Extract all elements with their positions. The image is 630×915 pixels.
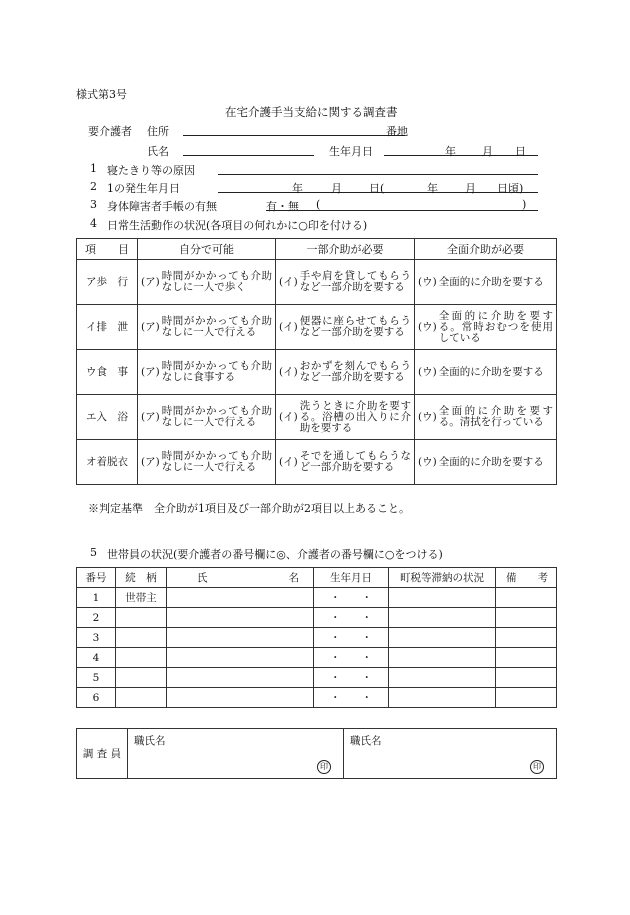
- adl-item-label: イ排 泄: [77, 305, 138, 350]
- adl-option-u[interactable]: [415, 260, 557, 305]
- adl-option-mark: (ア): [141, 320, 160, 333]
- care-receiver-label: 要介護者: [88, 125, 132, 138]
- adl-header-full: 全面介助が必要: [415, 239, 557, 260]
- adl-option-text: 時間がかかっても介助なしに一人で行える: [161, 450, 272, 473]
- investigator-table: [76, 728, 557, 779]
- q1-label: 寝たきり等の原因: [107, 164, 195, 177]
- hh-no: 5: [77, 668, 116, 688]
- hh-header-remarks: [496, 568, 557, 588]
- seal-icon: 印: [530, 760, 544, 774]
- hh-header-remarks-b: 考: [537, 572, 548, 584]
- q3-field[interactable]: [266, 210, 538, 211]
- investigator-field-2-label: 職氏名: [350, 735, 382, 747]
- adl-header-item: 項 目: [77, 239, 138, 260]
- adl-option-i[interactable]: [276, 395, 415, 440]
- address-label: 住所: [147, 125, 169, 138]
- hh-header-name: [167, 568, 314, 588]
- hh-name[interactable]: [167, 608, 314, 628]
- adl-option-text: 時間がかかっても介助なしに一人で歩く: [161, 270, 272, 293]
- hh-no: 3: [77, 628, 116, 648]
- dob-year: 年: [445, 145, 456, 158]
- investigator-field-1[interactable]: [128, 729, 344, 779]
- adl-option-text: 全面的に介助を要する: [438, 275, 544, 288]
- q3-close-paren: ): [522, 198, 527, 211]
- adl-option-mark: (ア): [141, 455, 160, 468]
- q2-day-open: 日(: [369, 182, 385, 195]
- investigator-field-2[interactable]: [344, 729, 557, 779]
- q4-num: 4: [90, 217, 97, 230]
- adl-option-mark: (イ): [279, 275, 298, 288]
- hh-dob[interactable]: ・ ・: [314, 688, 389, 708]
- adl-option-text: 全面的に介助を要する: [438, 455, 544, 468]
- adl-header-self: 自分で可能: [138, 239, 276, 260]
- adl-option-mark: (ウ): [418, 455, 437, 468]
- hh-tax[interactable]: [389, 608, 496, 628]
- hh-dob[interactable]: ・ ・: [314, 628, 389, 648]
- hh-no: 6: [77, 688, 116, 708]
- investigator-label: 調 査 員: [77, 729, 128, 779]
- table-row: [77, 628, 557, 648]
- table-row: [77, 688, 557, 708]
- adl-item-label: エ入 浴: [77, 395, 138, 440]
- hh-header-tax: 町税等滞納の状況: [389, 568, 496, 588]
- hh-name[interactable]: [167, 588, 314, 608]
- adl-option-a[interactable]: [138, 260, 276, 305]
- adl-option-text: 時間がかかっても介助なしに一人で行える: [161, 315, 272, 338]
- criteria-note: ※判定基準 全介助が1項目及び一部介助が2項目以上あること。: [88, 502, 410, 515]
- form-number: 様式第3号: [76, 88, 127, 101]
- adl-item-label: ウ食 事: [77, 350, 138, 395]
- hh-no: 1: [77, 588, 116, 608]
- q1-field[interactable]: [218, 174, 538, 175]
- adl-row: [77, 440, 557, 485]
- adl-row: [77, 395, 557, 440]
- dob-day: 日: [515, 145, 526, 158]
- table-row: [77, 588, 557, 608]
- household-table: [76, 567, 557, 708]
- adl-option-text: 全面的に介助を要する。常時おむつを使用している: [438, 309, 553, 344]
- q3-open-paren: (: [316, 198, 321, 211]
- hh-dob[interactable]: ・ ・: [314, 608, 389, 628]
- q2-day-close: 日頃): [497, 182, 524, 195]
- adl-option-u[interactable]: [415, 440, 557, 485]
- adl-option-a[interactable]: [138, 305, 276, 350]
- adl-option-text: おかずを刻んでもらうなど一部介助を要する: [299, 360, 411, 383]
- adl-option-mark: (ア): [141, 275, 160, 288]
- hh-tax[interactable]: [389, 588, 496, 608]
- table-row: [77, 648, 557, 668]
- table-row: [77, 608, 557, 628]
- adl-option-u[interactable]: [415, 350, 557, 395]
- hh-remarks[interactable]: [496, 668, 557, 688]
- name-label: 氏名: [147, 145, 169, 158]
- q3-value[interactable]: 有・無: [266, 200, 299, 213]
- adl-row: [77, 260, 557, 305]
- adl-option-a[interactable]: [138, 350, 276, 395]
- q2-month2: 月: [465, 182, 476, 195]
- adl-option-i[interactable]: [276, 440, 415, 485]
- hh-header-name-b: 名: [288, 572, 299, 584]
- adl-option-text: そでを通してもらうなど一部介助を要する: [299, 450, 411, 473]
- adl-option-text: 時間がかかっても介助なしに一人で行える: [161, 405, 272, 428]
- hh-tax[interactable]: [389, 688, 496, 708]
- hh-dob[interactable]: ・ ・: [314, 648, 389, 668]
- adl-option-mark: (イ): [279, 410, 298, 423]
- q2-month: 月: [331, 182, 342, 195]
- adl-option-a[interactable]: [138, 395, 276, 440]
- table-row: [77, 668, 557, 688]
- adl-header-partial: 一部介助が必要: [276, 239, 415, 260]
- dob-month: 月: [482, 145, 493, 158]
- adl-option-text: 時間がかかっても介助なしに食事する: [161, 360, 272, 383]
- name-field[interactable]: [183, 155, 314, 156]
- hh-dob[interactable]: ・ ・: [314, 588, 389, 608]
- hh-tax[interactable]: [389, 648, 496, 668]
- q3-label: 身体障害者手帳の有無: [107, 200, 217, 213]
- adl-option-u[interactable]: [415, 305, 557, 350]
- adl-option-mark: (イ): [279, 365, 298, 378]
- hh-tax[interactable]: [389, 668, 496, 688]
- q4-label: 日常生活動作の状況(各項目の何れかに○印を付ける): [107, 219, 368, 232]
- adl-option-mark: (ア): [141, 410, 160, 423]
- adl-option-a[interactable]: [138, 440, 276, 485]
- adl-option-text: 手や肩を貸してもらうなど一部介助を要する: [299, 270, 411, 293]
- hh-name[interactable]: [167, 648, 314, 668]
- adl-option-text: 全面的に介助を要する: [438, 365, 544, 378]
- adl-option-text: 全面的に介助を要する。清拭を行っている: [438, 405, 553, 428]
- hh-no: 4: [77, 648, 116, 668]
- hh-dob[interactable]: ・ ・: [314, 668, 389, 688]
- adl-option-mark: (イ): [279, 455, 298, 468]
- adl-option-i[interactable]: [276, 305, 415, 350]
- adl-option-i[interactable]: [276, 350, 415, 395]
- hh-relation[interactable]: [116, 648, 167, 668]
- hh-remarks[interactable]: [496, 588, 557, 608]
- adl-option-text: 便器に座らせてもらうなど一部介助を要する: [299, 315, 411, 338]
- adl-option-mark: (ウ): [418, 320, 437, 333]
- hh-remarks[interactable]: [496, 608, 557, 628]
- adl-option-mark: (ア): [141, 365, 160, 378]
- adl-row: [77, 305, 557, 350]
- hh-tax[interactable]: [389, 628, 496, 648]
- hh-header-relation: 続 柄: [116, 568, 167, 588]
- adl-table: [76, 238, 557, 485]
- q2-year: 年: [292, 182, 303, 195]
- hh-relation[interactable]: [116, 668, 167, 688]
- hh-relation[interactable]: [116, 608, 167, 628]
- adl-option-mark: (ウ): [418, 365, 437, 378]
- hh-relation[interactable]: [116, 628, 167, 648]
- hh-remarks[interactable]: [496, 688, 557, 708]
- adl-row: [77, 350, 557, 395]
- address-field[interactable]: [183, 135, 405, 136]
- hh-remarks[interactable]: [496, 628, 557, 648]
- adl-option-mark: (ウ): [418, 275, 437, 288]
- adl-option-mark: (ウ): [418, 410, 437, 423]
- hh-name[interactable]: [167, 628, 314, 648]
- adl-item-label: オ着脱衣: [77, 440, 138, 485]
- q2-year2: 年: [427, 182, 438, 195]
- hh-header-no: 番号: [77, 568, 116, 588]
- hh-name[interactable]: [167, 668, 314, 688]
- page-title: 在宅介護手当支給に関する調査書: [225, 105, 398, 119]
- adl-option-i[interactable]: [276, 260, 415, 305]
- adl-item-label: ア歩 行: [77, 260, 138, 305]
- investigator-field-1-label: 職氏名: [134, 735, 166, 747]
- hh-no: 2: [77, 608, 116, 628]
- hh-header-remarks-a: 備: [506, 572, 517, 584]
- q1-num: 1: [90, 162, 97, 175]
- hh-relation[interactable]: 世帯主: [116, 588, 167, 608]
- adl-option-text: 洗うときに介助を要する。浴槽の出入りに介助を要する: [299, 399, 411, 434]
- adl-option-u[interactable]: [415, 395, 557, 440]
- q5-num: 5: [90, 546, 97, 559]
- q5-label: 世帯員の状況(要介護者の番号欄に◎、介護者の番号欄に○をつける): [107, 548, 443, 561]
- adl-option-mark: (イ): [279, 320, 298, 333]
- hh-name[interactable]: [167, 688, 314, 708]
- address-suffix: 番地: [386, 125, 408, 138]
- hh-remarks[interactable]: [496, 648, 557, 668]
- q2-num: 2: [90, 180, 97, 193]
- dob-label: 生年月日: [329, 145, 373, 158]
- q2-label: 1の発生年月日: [107, 182, 180, 195]
- hh-header-dob: 生年月日: [314, 568, 389, 588]
- hh-header-name-a: 氏: [197, 572, 208, 584]
- seal-icon: 印: [317, 760, 331, 774]
- hh-relation[interactable]: [116, 688, 167, 708]
- q3-num: 3: [90, 198, 97, 211]
